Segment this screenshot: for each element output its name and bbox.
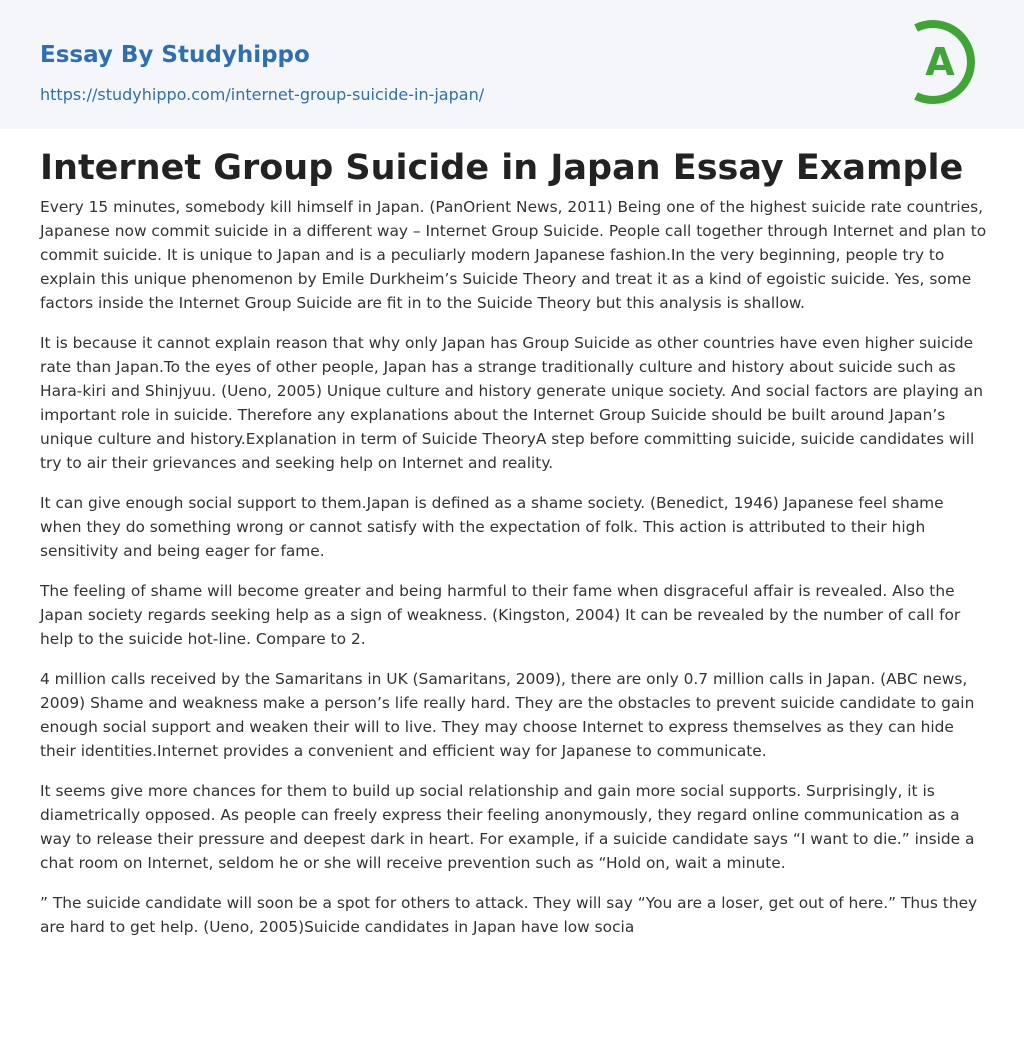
site-header xyxy=(0,0,1024,129)
paragraph: It can give enough social support to them.Japan is defined as a shame society. (Benedict, 1946) Japanese feel shame when they do something wrong or cannot satisfy with the expectation of folk. This action is attributed to their high sensitivity and being eager for fame. xyxy=(40,494,944,560)
paragraph: The feeling of shame will become greater and being harmful to their fame when disgraceful affair is revealed. Also the Japan society regards seeking help as a sign of weakness. (Kingston, 2004) It can be revealed by the number of call for help to the suicide hot-line. Compare to 2. xyxy=(40,582,961,648)
essay-body xyxy=(40,195,990,955)
logo-letter: A xyxy=(925,40,955,84)
paragraph: ” The suicide candidate will soon be a spot for others to attack. They will say “You are a loser, get out of here.” Thus they are hard to get help. (Ueno, 2005)Suicide candidates in Japan have low socia xyxy=(40,894,978,936)
page-title: Internet Group Suicide in Japan Essay Example xyxy=(40,148,964,188)
paragraph: It seems give more chances for them to build up social relationship and gain more social supports. Surprisingly, it is diametrically opposed. As people can freely express their feeling anonymously, they regard online communication as a way to release their pressure and deepest dark in heart. For example, if a suicide candidate says “I want to die.” inside a chat room on Internet, seldom he or she will receive prevention such as “Hold on, wait a minute. xyxy=(40,782,975,872)
source-url-link[interactable]: https://studyhippo.com/internet-group-suicide-in-japan/ xyxy=(40,85,485,104)
studyhippo-logo-icon[interactable] xyxy=(908,18,988,106)
paragraph: 4 million calls received by the Samaritans in UK (Samaritans, 2009), there are only 0.7 million calls in Japan. (ABC news, 2009) Shame and weakness make a person’s life really hard. They are the obstacles to prevent suicide candidate to gain enough social support and weaken their will to live. They may choose Internet to express themselves as they can hide their identities.Internet provides a convenient and efficient way for Japanese to communicate. xyxy=(40,670,975,760)
paragraph: It is because it cannot explain reason that why only Japan has Group Suicide as other countries have even higher suicide rate than Japan.To the eyes of other people, Japan has a strange traditionally culture and history about suicide such as Hara-kiri and Shinjyuu. (Ueno, 2005) Unique culture and history generate unique society. And social factors are playing an important role in suicide. Therefore any explanations about the Internet Group Suicide should be built around Japan’s unique culture and history.Explanation in term of Suicide TheoryA step before committing suicide, suicide candidates will try to air their grievances and seeking help on Internet and reality. xyxy=(40,334,983,472)
paragraph: Every 15 minutes, somebody kill himself in Japan. (PanOrient News, 2011) Being one of the highest suicide rate countries, Japanese now commit suicide in a different way – Internet Group Suicide. People call together through Internet and plan to commit suicide. It is unique to Japan and is a peculiarly modern Japanese fashion.In the very beginning, people try to explain this unique phenomenon by Emile Durkheim’s Suicide Theory and treat it as a kind of egoistic suicide. Yes, some factors inside the Internet Group Suicide are fit in to the Suicide Theory but this analysis is shallow. xyxy=(40,198,987,312)
brand-title[interactable]: Essay By Studyhippo xyxy=(40,42,310,68)
